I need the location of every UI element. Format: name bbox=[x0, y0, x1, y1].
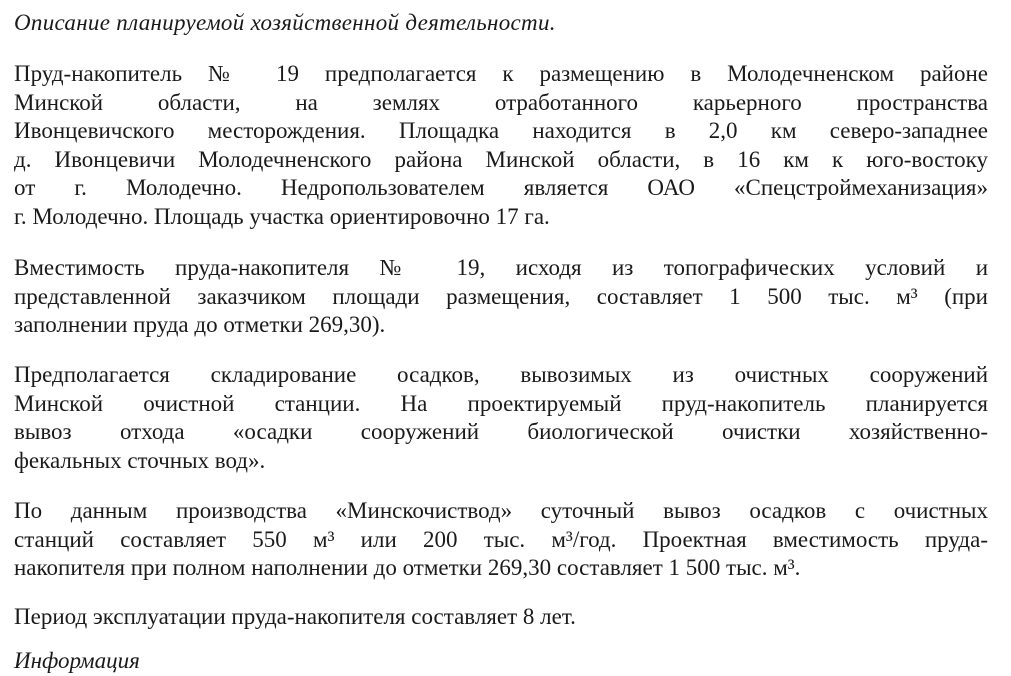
paragraph-storage bbox=[14, 361, 988, 475]
paragraph-line: Вместимость пруда-накопителя № 19, исходя из топографических условий и bbox=[14, 255, 988, 280]
paragraph-line: Минской очистной станции. На проектируемый пруд-накопитель планируется bbox=[14, 390, 988, 416]
paragraph-operation-period bbox=[14, 603, 988, 632]
cut-off-heading: Информация bbox=[14, 648, 140, 673]
paragraph-line: Ивонцевичского месторождения. Площадка находится в 2,0 км северо-западнее bbox=[14, 118, 988, 144]
paragraph-line: Период эксплуатации пруда-накопителя составляет 8 лет. bbox=[14, 604, 576, 629]
paragraph-line: от г. Молодечно. Недропользователем является ОАО «Спецстроймеханизация» bbox=[14, 175, 988, 201]
paragraph-line: накопителя при полном наполнении до отметки 269,30 составляет 1 500 тыс. м³. bbox=[14, 555, 801, 581]
paragraph-line: представленной заказчиком площади размещения, составляет 1 500 тыс. м³ (при bbox=[14, 283, 988, 309]
paragraph-line: По данным производства «Минскочиствод» суточный вывоз осадков с очистных bbox=[14, 498, 988, 523]
paragraph-line: д. Ивонцевичи Молодечненского района Минской области, в 16 км к юго-востоку bbox=[14, 146, 988, 172]
paragraph-cut-off bbox=[14, 647, 988, 676]
paragraph-line: станций составляет 550 м³ или 200 тыс. м³/год. Проектная вместимость пруда- bbox=[14, 526, 988, 552]
paragraph-capacity bbox=[14, 254, 988, 340]
paragraph-line: фекальных сточных вод». bbox=[14, 447, 266, 473]
section-heading: Описание планируемой хозяйственной деятельности. bbox=[14, 10, 556, 35]
paragraph-location bbox=[14, 60, 988, 232]
paragraph-line: Предполагается складирование осадков, вывозимых из очистных сооружений bbox=[14, 362, 988, 387]
paragraph-line: заполнении пруда до отметки 269,30). bbox=[14, 312, 386, 338]
paragraph-line: Минской области, на землях отработанного карьерного пространства bbox=[14, 89, 988, 115]
paragraph-line: г. Молодечно. Площадь участка ориентировочно 17 га. bbox=[14, 203, 550, 229]
paragraph-line: вывоз отхода «осадки сооружений биологической очистки хозяйственно- bbox=[14, 419, 988, 445]
paragraph-production-data bbox=[14, 497, 988, 583]
paragraph-line: Пруд-накопитель № 19 предполагается к размещению в Молодечненском районе bbox=[14, 61, 988, 86]
